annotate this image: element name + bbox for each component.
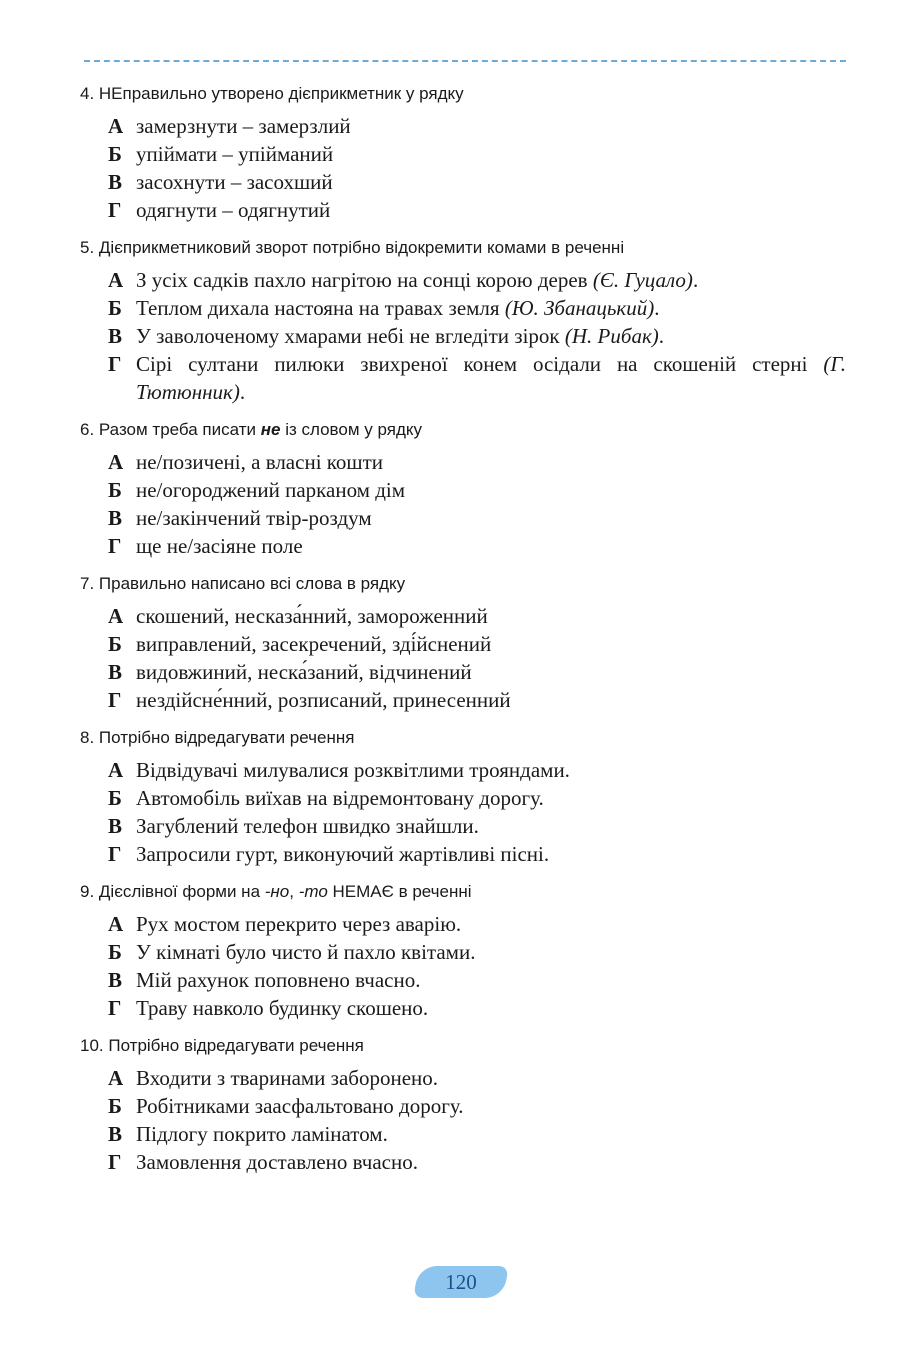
option-letter: Б <box>108 478 122 502</box>
option-text: замерзнути – замерзлий <box>136 114 351 138</box>
option-letter: В <box>108 1122 123 1146</box>
answer-option[interactable] <box>80 448 846 476</box>
option-text: У заволоченому хмарами небі не вгледіти зірок <box>136 324 560 348</box>
option-text: Автомобіль виїхав на відремонтовану дорогу. <box>136 786 544 810</box>
answer-option[interactable] <box>80 812 846 840</box>
answer-option[interactable] <box>80 658 846 686</box>
option-text: засохнути – засохший <box>136 170 333 194</box>
option-letter: Г <box>108 996 122 1020</box>
answer-option[interactable]: Г Сірі султани пилюки звихреної конем осідали на скошеній стерні (Г. Тютюнник). <box>108 352 846 404</box>
option-text: Замовлення доставлено вчасно. <box>136 1150 418 1174</box>
question-title: 10. Потрібно відредагувати речення <box>80 1036 364 1055</box>
question-7 <box>80 572 846 714</box>
question-title: 4. НЕправильно утворено дієприкметник у рядку <box>80 84 464 103</box>
answer-option[interactable] <box>80 1148 846 1176</box>
option-letter: Б <box>108 142 122 166</box>
answer-option[interactable] <box>80 602 846 630</box>
option-letter: В <box>108 170 123 194</box>
answer-option[interactable] <box>80 168 846 196</box>
option-text: З усіх садків пахло нагрітою на сонці корою дерев <box>136 268 588 292</box>
top-dashed-divider <box>84 60 846 62</box>
option-letter: Б <box>108 632 122 656</box>
answer-option[interactable] <box>80 504 846 532</box>
option-letter: В <box>108 814 123 838</box>
question-title: 7. Правильно написано всі слова в рядку <box>80 574 406 593</box>
option-source: (Є. Гуцало) <box>592 268 693 292</box>
question-title: 6. Разом треба писати не із словом у рядку <box>80 420 422 439</box>
option-text: не/позичені, а власні кошти <box>136 450 383 474</box>
option-letter: Б <box>108 296 122 320</box>
answer-option[interactable]: А З усіх садків пахло нагрітою на сонці корою дерев (Є. Гуцало). <box>108 268 699 292</box>
answer-option[interactable] <box>80 532 846 560</box>
option-text: видовжиний, неска́заний, відчинений <box>136 660 472 684</box>
option-letter: В <box>108 660 123 684</box>
question-10 <box>80 1034 846 1176</box>
answer-option[interactable] <box>80 784 846 812</box>
option-letter: А <box>108 1066 124 1090</box>
answer-option[interactable]: Б Теплом дихала настояна на травах земля (Ю. Збанацький). <box>108 296 660 320</box>
question-title: 5. Дієприкметниковий зворот потрібно відокремити комами в реченні <box>80 238 625 257</box>
option-text: Відвідувачі милувалися розквітлими трояндами. <box>136 758 570 782</box>
question-8 <box>80 726 846 868</box>
answer-option[interactable] <box>80 966 846 994</box>
answer-option[interactable] <box>80 686 846 714</box>
answer-option[interactable]: В У заволоченому хмарами небі не вгледіти зірок (Н. Рибак). <box>108 324 665 348</box>
question-6 <box>80 418 846 560</box>
option-source: (Н. Рибак) <box>564 324 659 348</box>
option-text: Мій рахунок поповнено вчасно. <box>136 968 421 992</box>
option-text: виправлений, засекречений, зді́йснений <box>136 632 492 656</box>
option-letter: А <box>108 758 124 782</box>
option-letter: А <box>108 450 124 474</box>
option-text: Рух мостом перекрито через аварію. <box>136 912 462 936</box>
option-letter: Г <box>108 1150 122 1174</box>
option-letter: Б <box>108 940 122 964</box>
option-letter: Г <box>108 842 122 866</box>
answer-option[interactable] <box>80 994 846 1022</box>
option-letter: А <box>108 268 124 292</box>
answer-option[interactable] <box>80 1092 846 1120</box>
answer-option[interactable] <box>80 1120 846 1148</box>
question-5 <box>80 236 846 406</box>
answer-option[interactable] <box>80 630 846 658</box>
option-letter: Г <box>108 352 122 376</box>
option-text: Підлогу покрито ламінатом. <box>136 1122 388 1146</box>
question-4 <box>80 82 846 224</box>
option-text: Запросили гурт, виконуючий жартівливі пісні. <box>136 842 550 866</box>
option-text: не/закінчений твір-роздум <box>136 506 372 530</box>
question-title: 8. Потрібно відредагувати речення <box>80 728 355 747</box>
option-letter: В <box>108 506 123 530</box>
answer-option[interactable] <box>80 112 846 140</box>
option-source: (Ю. Збанацький) <box>504 296 655 320</box>
option-letter: В <box>108 968 123 992</box>
option-letter: В <box>108 324 123 348</box>
option-text: не/огороджений парканом дім <box>136 478 406 502</box>
option-text: Робітниками заасфальтовано дорогу. <box>136 1094 464 1118</box>
answer-option[interactable] <box>80 756 846 784</box>
option-letter: А <box>108 912 124 936</box>
answer-option[interactable] <box>80 938 846 966</box>
option-letter: А <box>108 114 124 138</box>
option-text: У кімнаті було чисто й пахло квітами. <box>136 940 476 964</box>
answer-option[interactable] <box>80 910 846 938</box>
option-text: ще не/засіяне поле <box>136 534 303 558</box>
option-text: Загублений телефон швидко знайшли. <box>136 814 479 838</box>
option-text: Теплом дихала настояна на травах земля <box>136 296 500 320</box>
answer-option[interactable] <box>80 196 846 224</box>
answer-option[interactable] <box>80 840 846 868</box>
answer-option[interactable] <box>80 1064 846 1092</box>
option-text: Входити з тваринами заборонено. <box>136 1066 439 1090</box>
question-title: 9. Дієслівної форми на -но, -то НЕМАЄ в реченні <box>80 882 472 901</box>
answer-option[interactable] <box>80 476 846 504</box>
answer-option[interactable] <box>80 140 846 168</box>
option-letter: Г <box>108 198 122 222</box>
option-source: (Г. Тютюнник) <box>136 352 846 404</box>
page-number: 120 <box>445 1270 477 1294</box>
option-text: упіймати – упійманий <box>136 142 334 166</box>
option-text: одягнути – одягнутий <box>136 198 331 222</box>
question-9 <box>80 880 846 1022</box>
option-text: Траву навколо будинку скошено. <box>136 996 429 1020</box>
option-text: скошений, несказа́нний, замороженний <box>136 604 488 628</box>
option-text: нездійсне́нний, розписаний, принесенний <box>136 688 511 712</box>
option-letter: А <box>108 604 124 628</box>
option-letter: Г <box>108 534 122 558</box>
option-letter: Б <box>108 786 122 810</box>
option-letter: Г <box>108 688 122 712</box>
exercise-list <box>80 82 846 1188</box>
option-letter: Б <box>108 1094 122 1118</box>
option-text: Сірі султани пилюки звихреної конем осідали на скошеній стерні <box>136 352 808 376</box>
